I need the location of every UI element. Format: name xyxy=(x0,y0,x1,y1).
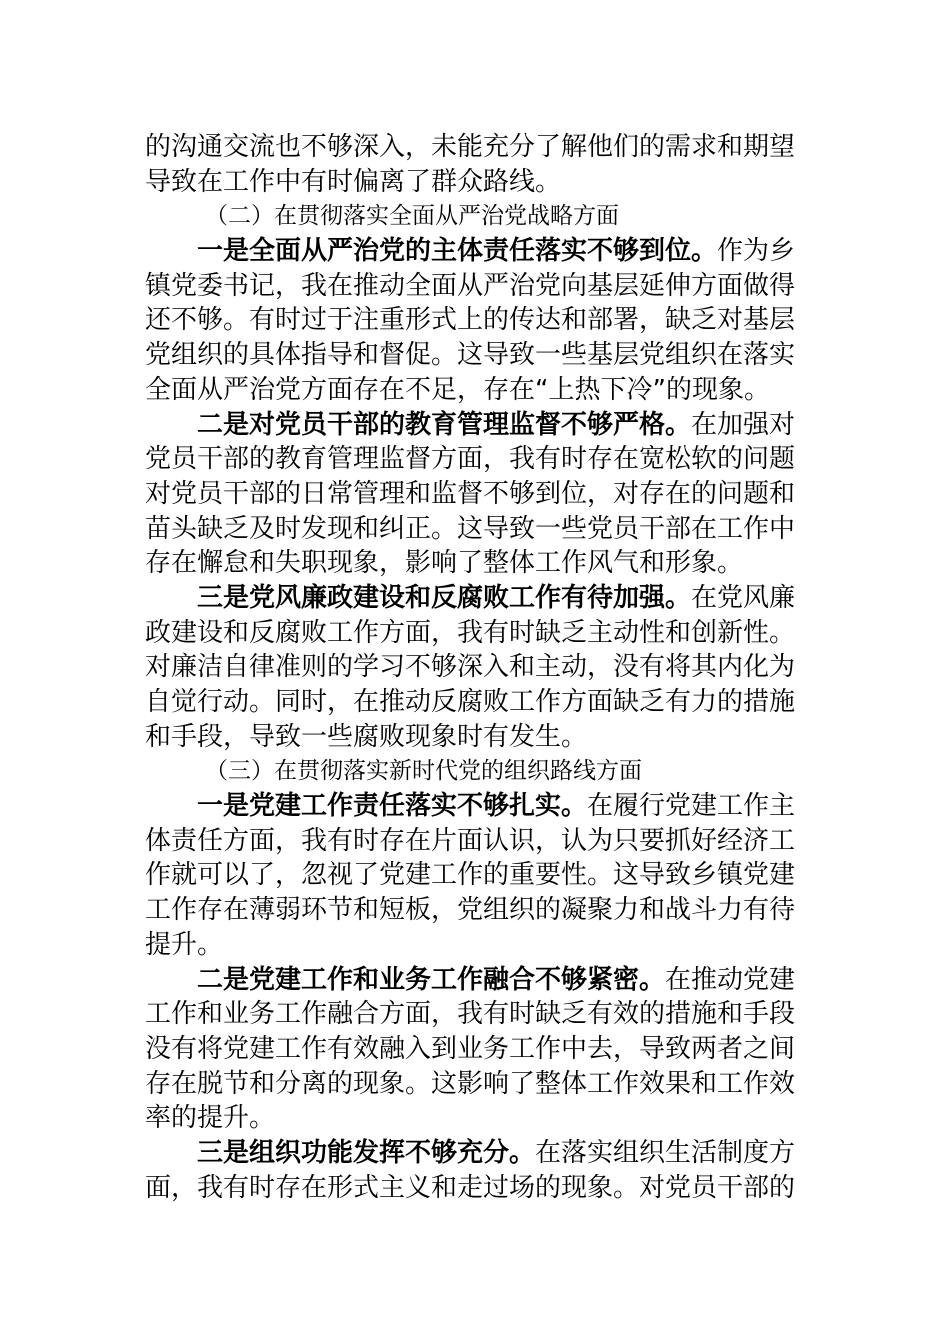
text-line: 没有将党建工作有效融入到业务工作中去，导致两者之间 xyxy=(145,1033,796,1064)
text-line: 提升。 xyxy=(145,929,224,960)
text-line: 体责任方面，我有时存在片面认识，认为只要抓好经济工 xyxy=(145,825,796,856)
text-line: 政建设和反腐败工作方面，我有时缺乏主动性和创新性。 xyxy=(145,617,796,648)
text-line: 对党员干部的日常管理和监督不够到位，对存在的问题和 xyxy=(145,478,796,509)
text-line: 党员干部的教育管理监督方面，我有时存在宽松软的问题 xyxy=(145,444,796,475)
paragraph-start xyxy=(145,234,807,269)
paragraph-start xyxy=(145,789,807,824)
paragraph-text: 在落实组织生活制度方 xyxy=(535,1137,796,1168)
paragraph-text: 作为乡 xyxy=(717,236,796,267)
text-line: 和手段，导致一些腐败现象时有发生。 xyxy=(145,721,588,752)
text-line: 党组织的具体指导和督促。这导致一些基层党组织在落实 xyxy=(145,340,796,371)
text-line: 对廉洁自律准则的学习不够深入和主动，没有将其内化为 xyxy=(145,652,796,683)
paragraph-lead: 一是党建工作责任落实不够扎实。 xyxy=(197,791,588,822)
text-line: 作就可以了，忽视了党建工作的重要性。这导致乡镇党建 xyxy=(145,860,796,891)
document-body xyxy=(145,130,807,1205)
text-line: 存在懈怠和失职现象，影响了整体工作风气和形象。 xyxy=(145,548,744,579)
text-line: 还不够。有时过于注重形式上的传达和部署，缺乏对基层 xyxy=(145,305,796,336)
text-line: 导致在工作中有时偏离了群众路线。 xyxy=(145,166,562,197)
text-line: 镇党委书记，我在推动全面从严治党向基层延伸方面做得 xyxy=(145,270,796,301)
text-line: 存在脱节和分离的现象。这影响了整体工作效果和工作效 xyxy=(145,1068,796,1099)
paragraph-text: 在推动党建 xyxy=(665,964,796,995)
text-line: 面，我有时存在形式主义和走过场的现象。对党员干部的 xyxy=(145,1172,796,1203)
text-line: 的沟通交流也不够深入，未能充分了解他们的需求和期望 xyxy=(145,132,796,162)
paragraph-start xyxy=(145,1136,807,1171)
text-line: 苗头缺乏及时发现和纠正。这导致一些党员干部在工作中 xyxy=(145,513,796,544)
paragraph-start xyxy=(145,963,807,998)
paragraph-lead: 二是对党员干部的教育管理监督不够严格。 xyxy=(197,409,692,440)
paragraph-lead: 一是全面从严治党的主体责任落实不够到位。 xyxy=(197,236,718,267)
section-heading: （二）在贯彻落实全面从严治党战略方面 xyxy=(205,203,619,230)
text-line: 工作存在薄弱环节和短板，党组织的凝聚力和战斗力有待 xyxy=(145,895,796,926)
paragraph-start xyxy=(145,408,807,443)
paragraph-lead: 二是党建工作和业务工作融合不够紧密。 xyxy=(197,964,666,995)
paragraph-text: 在加强对 xyxy=(691,409,796,440)
paragraph-start xyxy=(145,581,807,616)
paragraph-text: 在履行党建工作主 xyxy=(587,791,796,822)
text-line: 率的提升。 xyxy=(145,1103,276,1134)
section-heading: （三）在贯彻落实新时代党的组织路线方面 xyxy=(205,758,642,785)
text-line: 自觉行动。同时，在推动反腐败工作方面缺乏有力的措施 xyxy=(145,687,796,717)
text-line: 全面从严治党方面存在不足，存在“上热下冷”的现象。 xyxy=(145,374,770,405)
paragraph-text: 在党风廉 xyxy=(691,582,796,613)
text-line: 工作和业务工作融合方面，我有时缺乏有效的措施和手段 xyxy=(145,999,796,1030)
paragraph-lead: 三是党风廉政建设和反腐败工作有待加强。 xyxy=(197,582,692,613)
paragraph-lead: 三是组织功能发挥不够充分。 xyxy=(197,1137,536,1168)
